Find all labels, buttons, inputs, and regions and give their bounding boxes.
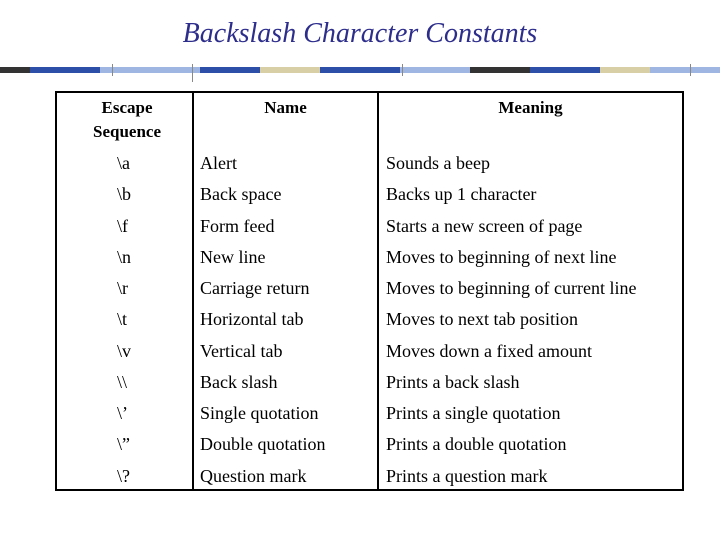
- escape-sequence-table: [55, 91, 684, 491]
- header-meaning: Meaning: [498, 98, 563, 117]
- bar-segment: [470, 67, 530, 73]
- meaning-cell: Sounds a beep: [386, 153, 490, 173]
- name-cell: Double quotation: [200, 434, 326, 454]
- table-row: [57, 367, 682, 398]
- decorative-header-bar: [0, 64, 720, 76]
- escape-cell: \a: [117, 153, 130, 173]
- table-row: [57, 179, 682, 210]
- bar-tick: [192, 64, 193, 82]
- meaning-cell: Prints a single quotation: [386, 403, 561, 423]
- meaning-cell: Prints a question mark: [386, 466, 548, 486]
- bar-segment: [400, 67, 470, 73]
- table-row: [57, 398, 682, 429]
- escape-cell: \\: [117, 372, 128, 392]
- name-cell: New line: [200, 247, 266, 267]
- name-cell: Back slash: [200, 372, 278, 392]
- bar-segment: [650, 67, 720, 73]
- bar-segment: [260, 67, 320, 73]
- escape-cell: \b: [117, 184, 132, 204]
- bar-segment: [200, 67, 260, 73]
- escape-cell: \?: [117, 466, 130, 486]
- name-cell: Single quotation: [200, 403, 319, 423]
- bar-segment: [530, 67, 600, 73]
- table-row: [57, 429, 682, 460]
- escape-cell: \t: [117, 309, 128, 329]
- bar-segment: [600, 67, 650, 73]
- name-cell: Back space: [200, 184, 282, 204]
- header-name: Name: [264, 98, 307, 117]
- bar-segment: [0, 67, 30, 73]
- bar-segment: [100, 67, 200, 73]
- meaning-cell: Backs up 1 character: [386, 184, 537, 204]
- header-escape-sequence: Escape Sequence: [93, 98, 161, 141]
- escape-cell: \n: [117, 247, 132, 267]
- bar-tick: [690, 64, 691, 76]
- name-cell: Alert: [200, 153, 237, 173]
- meaning-cell: Moves to beginning of current line: [386, 278, 637, 298]
- escape-cell: \r: [117, 278, 128, 298]
- bar-segment: [30, 67, 100, 73]
- bar-tick: [402, 64, 403, 76]
- meaning-cell: Moves down a fixed amount: [386, 341, 592, 361]
- meaning-cell: Prints a double quotation: [386, 434, 567, 454]
- slide-title: Backslash Character Constants: [182, 18, 538, 49]
- meaning-cell: Moves to beginning of next line: [386, 247, 617, 267]
- meaning-cell: Moves to next tab position: [386, 309, 578, 329]
- table-row: [57, 211, 682, 242]
- escape-cell: \f: [117, 216, 128, 236]
- bar-segment: [320, 67, 400, 73]
- meaning-cell: Prints a back slash: [386, 372, 520, 392]
- table-row: [57, 273, 682, 304]
- name-cell: Carriage return: [200, 278, 310, 298]
- name-cell: Form feed: [200, 216, 275, 236]
- meaning-cell: Starts a new screen of page: [386, 216, 583, 236]
- escape-cell: \v: [117, 341, 132, 361]
- name-cell: Vertical tab: [200, 341, 283, 361]
- escape-cell: \’: [117, 403, 128, 423]
- table-row: [57, 461, 682, 492]
- bar-tick: [112, 64, 113, 76]
- name-cell: Question mark: [200, 466, 307, 486]
- table-row: [57, 148, 682, 179]
- name-cell: Horizontal tab: [200, 309, 304, 329]
- table-row: [57, 336, 682, 367]
- table-row: [57, 242, 682, 273]
- table-row: [57, 304, 682, 335]
- escape-cell: \”: [117, 434, 130, 454]
